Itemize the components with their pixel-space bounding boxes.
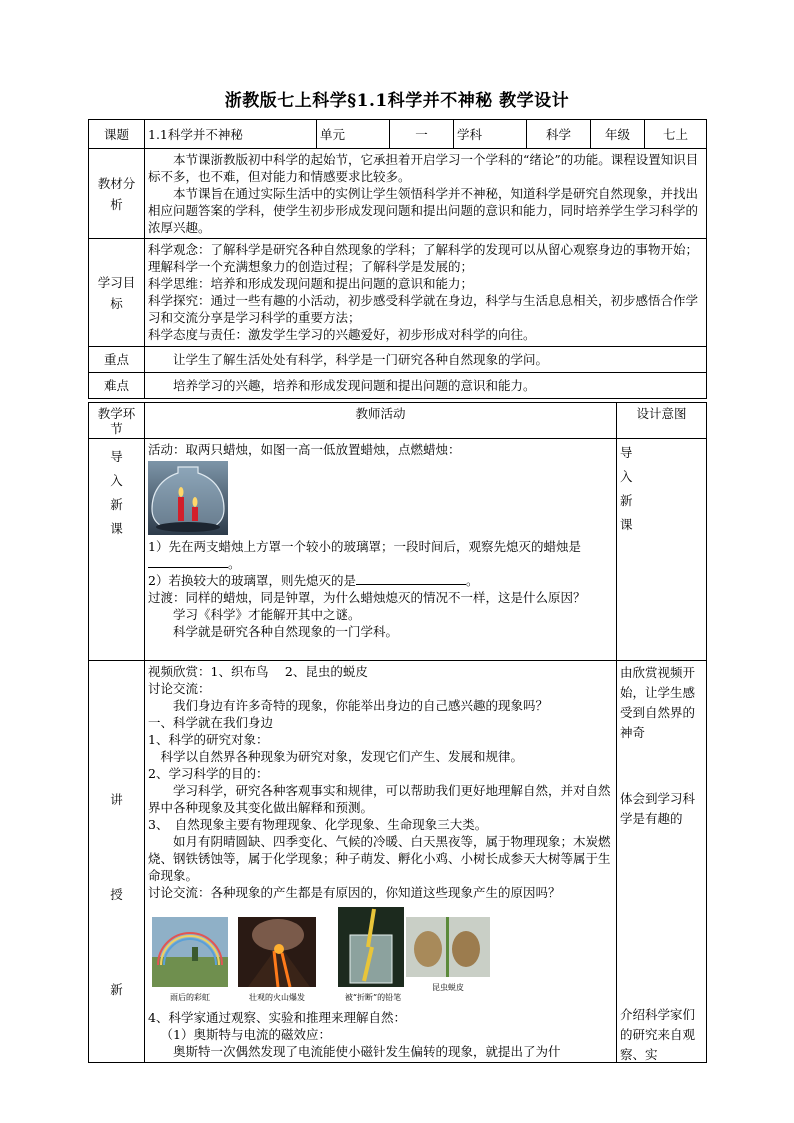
lecture-intent: 由欣赏视频开始，让学生感受到自然界的神奇 体会到学习科学是有趣的 介绍科学家们的研究来自观察、实 <box>617 661 707 1063</box>
teaching-process-table <box>88 402 707 1063</box>
intro-summary-1: 学习《科学》才能解开其中之谜。 <box>173 607 361 622</box>
analysis-paragraph-2: 本节课旨在通过实际生活中的实例让学生领悟科学并不神秘，知道科学是研究自然现象，并找出相应问题答案的学科，使学生初步形成发现问题和提出问题的意识和能力，同时培养学生学习科学的浓厚兴趣。 <box>148 186 699 235</box>
grade-value: 七上 <box>645 120 707 149</box>
oersted-heading: （1）奥斯特与电流的磁效应： <box>160 1027 331 1042</box>
subject-label: 学科 <box>454 120 527 149</box>
point-2-heading: 2、学习科学的目的： <box>148 766 269 781</box>
pencil-photo: 被“折断”的铅笔 <box>338 907 408 1003</box>
document-title: 浙教版七上科学§1.1科学并不神秘 教学设计 <box>224 91 570 111</box>
goals-label: 学习目标 <box>89 239 145 347</box>
goals-row <box>89 239 707 347</box>
oersted-text: 奥斯特一次偶然发现了电流能使小磁针发生偏转的现象，就提出了为什 <box>173 1044 561 1059</box>
grade-label: 年级 <box>591 120 645 149</box>
subject-value: 科学 <box>527 120 591 149</box>
insect-molt-photo: 昆虫蜕皮 <box>406 917 490 993</box>
process-header-row <box>89 403 707 439</box>
intro-activity: 活动：取两只蜡烛，如图一高一低放置蜡烛，点燃蜡烛： 1）先在两支蜡烛上方罩一个较小的玻璃罩；一段时间后，观察先熄灭的蜡烛是。 2）若换较大的玻璃罩，则先熄灭的是 。 过渡：同样的蜡烛，同是钟罩，为什么蜡烛熄灭的情况不一样，这是什么原因？ 学习《科学》才能解开其中之谜。 科学就是研究各种自然现象的一门学科。 <box>145 439 617 661</box>
topic-value: 1.1科学并不神秘 <box>145 120 317 149</box>
topic-label: 课题 <box>89 120 145 149</box>
intro-summary-2: 科学就是研究各种自然现象的一门学科。 <box>173 624 399 639</box>
intro-transition: 过渡：同样的蜡烛，同是钟罩，为什么蜡烛熄灭的情况不一样，这是什么原因？ <box>148 590 586 605</box>
goals-content <box>145 239 707 347</box>
key-row <box>89 347 707 373</box>
section-heading: 一、科学就在我们身边 <box>148 715 274 730</box>
point-3-text: 如月有阴晴圆缺、四季变化、气候的冷暖、白天黑夜等，属于物理现象；木炭燃烧、钢铁锈蚀等，属于化学现象；种子萌发、孵化小鸡、小树长成参天大树等属于生命现象。 <box>148 834 611 883</box>
difficult-row <box>89 373 707 399</box>
discuss-2: 讨论交流：各种现象的产生都是有原因的，你知道这些现象产生的原因吗？ <box>148 885 561 900</box>
analysis-content <box>145 149 707 239</box>
intent-header: 设计意图 <box>617 403 707 439</box>
lecture-row <box>89 661 707 1063</box>
discuss-label: 讨论交流： <box>148 681 211 696</box>
key-content: 让学生了解生活处处有科学，科学是一门研究各种自然现象的学问。 <box>145 347 707 373</box>
goal-thinking: 科学思维：培养和形成发现问题和提出问题的意识和能力； <box>148 276 474 291</box>
lesson-info-table <box>88 119 707 399</box>
stage-header: 教学环节 <box>89 403 145 439</box>
point-1-heading: 1、科学的研究对象： <box>148 732 269 747</box>
goal-concept: 科学观念：了解科学是研究各种自然现象的学科；了解科学的发现可以从留心观察身边的事物开始；理解科学一个充满想象力的创造过程；了解科学是发展的； <box>148 242 699 274</box>
point-1-text: 科学以自然界各种现象为研究对象，发现它们产生、发展和规律。 <box>160 749 524 764</box>
goal-inquiry: 科学探究：通过一些有趣的小活动，初步感受科学就在身边，科学与生活息息相关，初步感悟合作学习和交流分享是学习科学的重要方法； <box>148 293 699 325</box>
goal-attitude: 科学态度与责任：激发学生学习的兴趣爱好，初步形成对科学的向往。 <box>148 327 536 342</box>
intro-activity-text: 活动：取两只蜡烛，如图一高一低放置蜡烛，点燃蜡烛： <box>148 442 461 457</box>
candle-jar-photo <box>148 461 228 535</box>
info-row <box>89 120 707 149</box>
key-label: 重点 <box>89 347 145 373</box>
discuss-question: 我们身边有许多奇特的现象，你能举出身边的自己感兴趣的现象吗？ <box>173 698 549 713</box>
difficult-label: 难点 <box>89 373 145 399</box>
lecture-content <box>145 661 617 1063</box>
difficult-content: 培养学习的兴趣，培养和形成发现问题和提出问题的意识和能力。 <box>145 373 707 399</box>
teacher-header: 教师活动 <box>145 403 617 439</box>
phenomena-photos <box>148 907 613 1007</box>
unit-label: 单元 <box>317 120 390 149</box>
intro-stage: 导 入 新 课 <box>89 439 145 661</box>
intro-row <box>89 439 707 661</box>
analysis-label: 教材分析 <box>89 149 145 239</box>
intro-intent: 导 入 新 课 <box>617 439 707 661</box>
volcano-photo: 壮观的火山爆发 <box>238 917 316 1003</box>
point-2-text: 学习科学，研究各种客观事实和规律，可以帮助我们更好地理解自然，并对自然界中各种现象及其变化做出解释和预测。 <box>148 783 611 815</box>
unit-value: 一 <box>390 120 454 149</box>
point-4-heading: 4、科学家通过观察、实验和推理来理解自然： <box>148 1010 406 1025</box>
analysis-row <box>89 149 707 239</box>
lecture-stage: 讲 授 新 <box>89 661 145 1063</box>
point-3-heading: 3、 自然现象主要有物理现象、化学现象、生命现象三大类。 <box>148 817 488 832</box>
rainbow-photo: 雨后的彩虹 <box>152 917 228 1003</box>
analysis-paragraph-1: 本节课浙教版初中科学的起始节，它承担着开启学习一个学科的“绪论”的功能。课程设置知识目标不多，也不难，但对能力和情感要求比较多。 <box>148 152 699 184</box>
video-line: 视频欣赏：1、织布鸟 2、昆虫的蜕皮 <box>148 664 368 679</box>
